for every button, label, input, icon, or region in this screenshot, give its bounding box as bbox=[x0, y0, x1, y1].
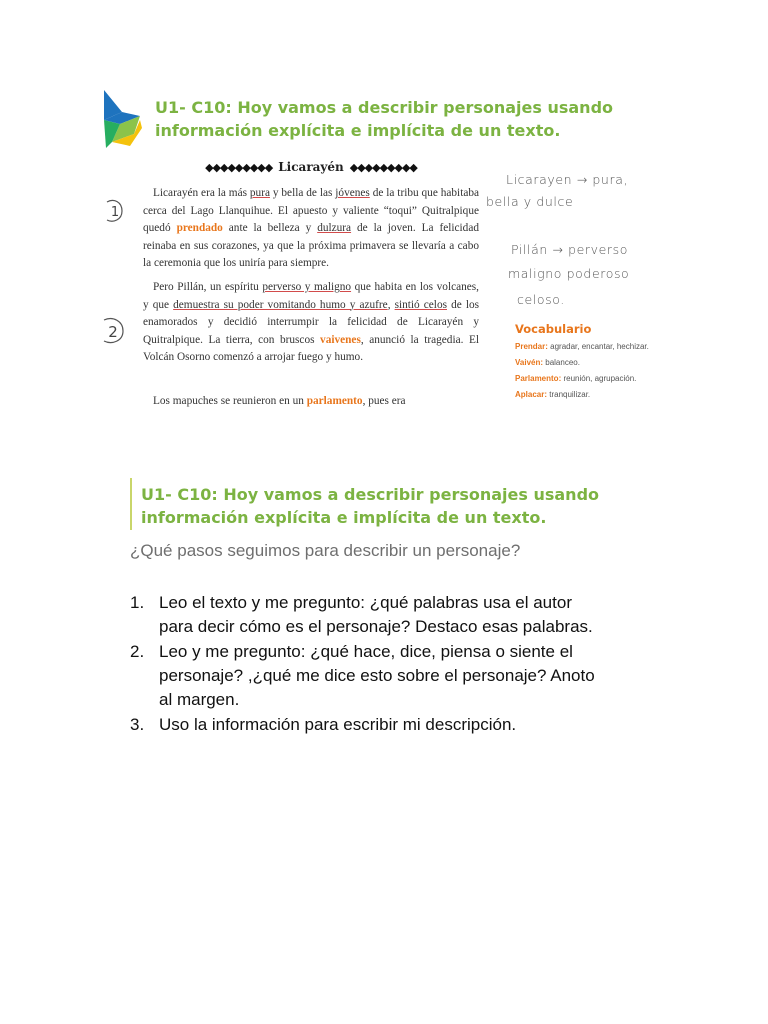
ornament-left: ◆◆◆◆◆◆◆◆◆ bbox=[205, 160, 273, 174]
story-paragraph-2: Pero Pillán, un espíritu perverso y maligno que habita en los volcanes, y que demuestra su poder vomitando humo y azufre, sintió celos de los enamorados y decidió interrumpir la felicidad de Licarayén y Quitralpique. La tierra, con bruscos vaivenes, anunció la tragedia. El Volcán Osorno comenzó a arrojar fuego y humo. bbox=[143, 281, 480, 364]
story-title: Licarayén bbox=[278, 160, 344, 174]
step-item: 2. Leo y me pregunto: ¿qué hace, dice, piensa o siente el personaje? ,¿qué me dice esto sobre el personaje? Anoto al margen. bbox=[130, 642, 595, 709]
handwritten-note-line1: Licarayen → pura, bbox=[506, 172, 629, 187]
margin-number-2 bbox=[101, 316, 127, 346]
vocabulary-title: Vocabulario bbox=[515, 322, 592, 336]
vocab-word-prendado: prendado bbox=[176, 222, 223, 235]
vocab-item: Vaivén: balanceo. bbox=[515, 358, 580, 367]
vocab-word-parlamento: parlamento bbox=[306, 395, 363, 407]
step-item: 3. Uso la información para escribir mi descripción. bbox=[130, 715, 517, 734]
handwritten-note-line3: Pillán → perverso bbox=[511, 242, 629, 257]
lesson-title: U1- C10: Hoy vamos a describir personajes usando información explícita e implícita de un texto. bbox=[155, 98, 614, 140]
handwritten-note-line4: maligno poderoso bbox=[508, 266, 630, 281]
vocab-item: Parlamento: reunión, agrupación. bbox=[515, 374, 637, 383]
story-heading bbox=[143, 158, 479, 176]
handwritten-note-line5: celoso. bbox=[517, 292, 565, 307]
story-paragraph-3: Los mapuches se reunieron en un parlamento, pues era bbox=[153, 395, 406, 407]
vocab-item: Aplacar: tranquilizar. bbox=[515, 390, 591, 399]
vocabulary-box bbox=[515, 322, 715, 405]
margin-number-2-text: 2 bbox=[108, 323, 118, 341]
step-item: 1. Leo el texto y me pregunto: ¿qué palabras usa el autor para decir cómo es el personaje? Destaco esas palabras. bbox=[130, 593, 593, 636]
margin-number-1 bbox=[104, 198, 128, 224]
textbook-logo-icon bbox=[100, 90, 144, 148]
lesson-title-2: U1- C10: Hoy vamos a describir personajes usando información explícita e implícita de un texto. bbox=[141, 485, 600, 527]
vocab-word-vaivenes: vaivenes bbox=[320, 333, 361, 346]
handwritten-note-line2: bella y dulce bbox=[486, 194, 574, 209]
vocab-item: Prendar: agradar, encantar, hechizar. bbox=[515, 342, 649, 351]
margin-number-1-text: 1 bbox=[110, 205, 120, 220]
title-accent-bar bbox=[130, 478, 132, 530]
story-paragraph-1: Licarayén era la más pura y bella de las jóvenes de la tribu que habitaba cerca del Lago Llanquihue. El apuesto y valiente “toqui” Quitralpique quedó prendado ante la belleza y dulzura de la joven. La felicidad reinaba en sus corazones, ya que la próxima primavera se llevaría a cabo la ceremonia que los uniría para siempre. bbox=[143, 187, 480, 270]
guiding-question: ¿Qué pasos seguimos para describir un personaje? bbox=[130, 541, 521, 560]
ornament-right: ◆◆◆◆◆◆◆◆◆ bbox=[349, 160, 417, 174]
steps-list bbox=[130, 591, 600, 738]
